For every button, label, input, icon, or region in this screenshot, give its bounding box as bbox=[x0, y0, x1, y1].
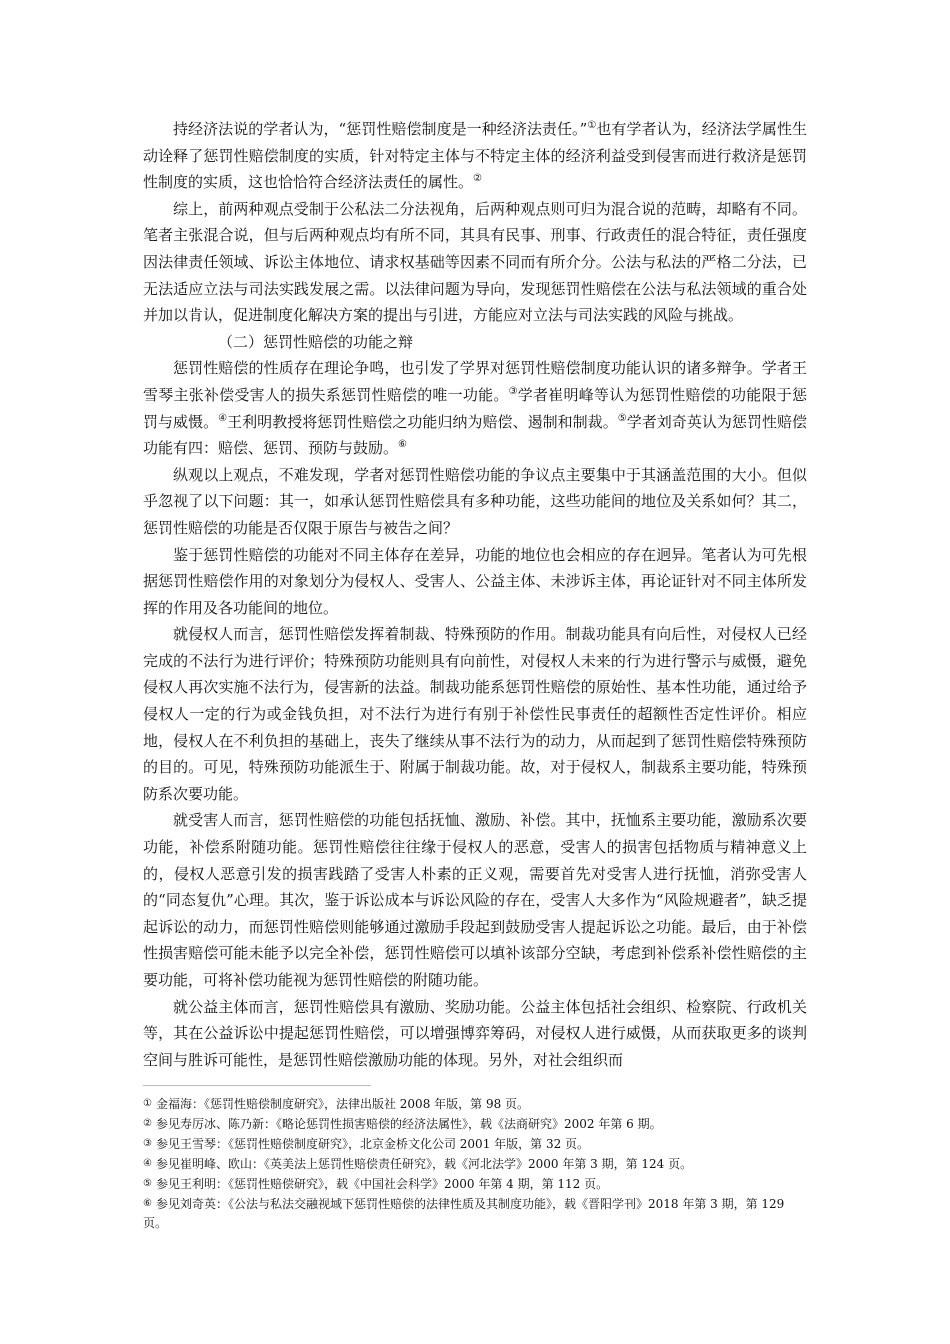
text-run: 持经济法说的学者认为，“惩罚性赔偿制度是一种经济法责任。” bbox=[173, 120, 588, 138]
footnote bbox=[143, 1134, 807, 1154]
footnote-text: 参见王雪琴：《惩罚性赔偿制度研究》，北京金桥文化公司 2001 年版，第 32 页。 bbox=[155, 1137, 590, 1151]
text-run: 王利明教授将惩罚性赔偿之功能归纳为赔偿、遏制和制裁。 bbox=[227, 412, 618, 431]
footnote-mark: ④ bbox=[143, 1158, 152, 1169]
footnote-ref: ⑤ bbox=[617, 412, 627, 424]
footnote-text: 金福海：《惩罚性赔偿制度研究》，法律出版社 2008 年版，第 98 页。 bbox=[155, 1097, 530, 1111]
text-run: 学者刘奇英认为惩罚性赔偿功能有四：赔偿、惩罚、预防与鼓励。 bbox=[143, 412, 807, 458]
text-run: 就公益主体而言，惩罚性赔偿具有激励、奖励功能。公益主体包括社会组织、检察院、行政机关等，其在公益诉讼中提起惩罚性赔偿，可以增强博弈筹码，对侵权人进行威慑，从而获取更多的谈判空间与胜诉可能性，是惩罚性赔偿激励功能的体现。另外，对社会组织而 bbox=[143, 997, 807, 1069]
paragraph bbox=[143, 807, 807, 993]
footnote-mark: ⑤ bbox=[143, 1178, 152, 1189]
text-run: 综上，前两种观点受制于公私法二分法视角，后两种观点则可归为混合说的范畴，却略有不同。笔者主张混合说，但与后两种观点均有所不同，其具有民事、刑事、行政责任的混合特征，责任强度因法律责任领域、诉讼主体地位、请求权基础等因素不同而有所介分。公法与私法的严格二分法，已无法适应立法与司法实践发展之需。以法律问题为导向，发现惩罚性赔偿在公法与私法领域的重合处并加以肯认，促进制度化解决方案的提出与引进，方能应对立法与司法实践的风险与挑战。 bbox=[143, 199, 807, 325]
footnote-mark: ⑥ bbox=[143, 1198, 152, 1209]
footnote-text: 参见寿厉冰、陈乃新：《略论惩罚性损害赔偿的经济法属性》，载《法商研究》2002 年第 6 期。 bbox=[155, 1117, 662, 1131]
footnote bbox=[143, 1114, 807, 1134]
footnote-separator bbox=[143, 1085, 371, 1086]
text-run: 惩罚性赔偿的性质存在理论争鸣，也引发了学界对惩罚性赔偿制度功能认识的诸多辩争。学者王雪琴主张补偿受害人的损失系惩罚性赔偿的唯一功能。 bbox=[143, 359, 807, 404]
footnote-ref: ③ bbox=[508, 385, 518, 397]
footnote bbox=[143, 1174, 807, 1194]
text-run: （二）惩罚性赔偿的功能之辩 bbox=[218, 332, 414, 351]
paragraph bbox=[143, 462, 807, 542]
text-run: 纵观以上观点，不难发现，学者对惩罚性赔偿功能的争议点主要集中于其涵盖范围的大小。但似乎忽视了以下问题：其一，如承认惩罚性赔偿具有多种功能，这些功能间的地位及关系如何？其二，惩罚性赔偿的功能是否仅限于原告与被告之间？ bbox=[143, 465, 807, 537]
footnote-ref: ① bbox=[587, 120, 597, 131]
footnote-mark: ① bbox=[143, 1098, 152, 1109]
text-run: 也有学者认为，经济法学属性生动诠释了惩罚性赔偿制度的实质，针对特定主体与不特定主体的经济利益受到侵害而进行救济是惩罚性制度的实质，这也恰恰符合经济法责任的属性。 bbox=[143, 120, 808, 192]
text-run: 就侵权人而言，惩罚性赔偿发挥着制裁、特殊预防的作用。制裁功能具有向后性，对侵权人已经完成的不法行为进行评价；特殊预防功能则具有向前性，对侵权人未来的行为进行警示与威慑，避免侵权人再次实施不法行为，侵害新的法益。制裁功能系惩罚性赔偿的原始性、基本性功能，通过给予侵权人一定的行为或金钱负担，对不法行为进行有别于补偿性民事责任的超额性否定性评价。相应地，侵权人在不利负担的基础上，丧失了继续从事不法行为的动力，从而起到了惩罚性赔偿特殊预防的目的。可见，特殊预防功能派生于、附属于制裁功能。故，对于侵权人，制裁系主要功能，特殊预防系次要功能。 bbox=[143, 625, 807, 803]
footnote-mark: ③ bbox=[143, 1138, 152, 1149]
section-heading bbox=[143, 329, 807, 356]
footnotes bbox=[143, 1094, 807, 1233]
footnote-ref: ④ bbox=[218, 412, 228, 424]
text-run: 鉴于惩罚性赔偿的功能对不同主体存在差异，功能的地位也会相应的存在迥异。笔者认为可先根据惩罚性赔偿作用的对象划分为侵权人、受害人、公益主体、未涉诉主体，再论证针对不同主体所发挥的作用及各功能间的地位。 bbox=[143, 545, 807, 617]
paragraph bbox=[143, 196, 807, 329]
footnote-text: 参见王利明：《惩罚性赔偿研究》，载《中国社会科学》2000 年第 4 期，第 112 页。 bbox=[155, 1177, 609, 1191]
paragraph bbox=[143, 116, 807, 196]
paragraph bbox=[143, 621, 807, 807]
footnote-ref: ⑥ bbox=[398, 439, 407, 451]
footnote-text: 参见刘奇英：《公法与私法交融视域下惩罚性赔偿的法律性质及其制度功能》，载《晋阳学刊》2018 年第 3 期，第 129 页。 bbox=[143, 1197, 785, 1230]
text-run: 就受害人而言，惩罚性赔偿的功能包括抚恤、激励、补偿。其中，抚恤系主要功能，激励系次要功能，补偿系附随功能。惩罚性赔偿往往缘于侵权人的恶意，受害人的损害包括物质与精神意义上的，侵权人恶意引发的损害践踏了受害人朴素的正义观，需要首先对受害人进行抚恤，消弥受害人的“同态复仇”心理。其次，鉴于诉讼成本与诉讼风险的存在，受害人大多作为“风险规避者”，缺乏提起诉讼的动力，而惩罚性赔偿则能够通过激励手段起到鼓励受害人提起诉讼之功能。最后，由于补偿性损害赔偿可能未能予以完全补偿，惩罚性赔偿可以填补该部分空缺，考虑到补偿系补偿性赔偿的主要功能，可将补偿功能视为惩罚性赔偿的附随功能。 bbox=[143, 811, 807, 989]
footnote-text: 参见崔明峰、欧山：《英美法上惩罚性赔偿责任研究》，载《河北法学》2000 年第 3 期，第 124 页。 bbox=[155, 1157, 693, 1171]
paragraph bbox=[143, 994, 807, 1074]
footnote bbox=[143, 1094, 807, 1114]
paragraph bbox=[143, 355, 807, 461]
footnote-ref: ② bbox=[473, 173, 482, 185]
paragraph bbox=[143, 542, 807, 622]
footnote bbox=[143, 1194, 807, 1233]
footnote-mark: ② bbox=[143, 1118, 152, 1129]
body-text bbox=[143, 116, 807, 1073]
footnote bbox=[143, 1154, 807, 1174]
text-run: 学者崔明峰等认为惩罚性赔偿的功能限于惩罚与威慑。 bbox=[143, 385, 807, 431]
